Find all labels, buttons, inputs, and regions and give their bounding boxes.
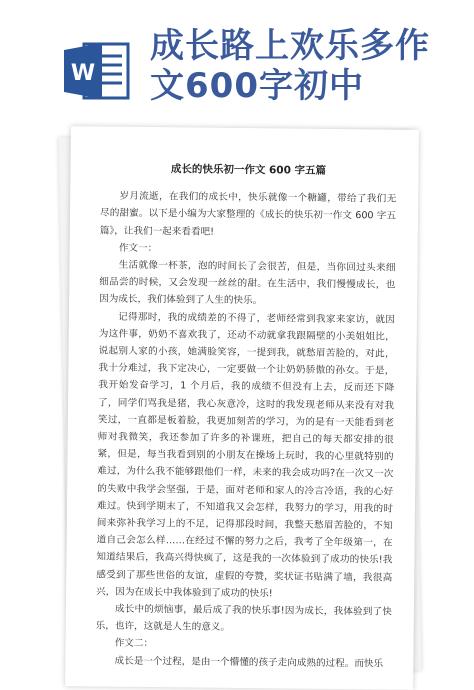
- paragraph-heading-1: 作文一：: [118, 242, 158, 254]
- paragraph: 成长是一个过程，是由一个懵懂的孩子走向成熟的过程。而快乐: [114, 655, 384, 670]
- word-document-icon: [62, 40, 132, 102]
- paragraph: 成长中的烦恼事，最后成了我的快乐事!因为成长，我体验到了快乐，也许，这就是人生的意义。: [95, 603, 392, 634]
- paragraph: 记得那时，我的成绩差的不得了，老师经常到我家来家访，就因为这件事，奶奶不喜欢我了，还动不动就拿我跟隔壁的小美姐姐比，说起别人家的小孩，她满脸笑容，一提到我，就愁眉苦脸的，对此，我十分难过，我下定决心，一定要做一个让奶奶骄傲的孙女。于是，我开始发奋学习，1 个月后，我的成绩不但没有上去，反而还下降了，同学们骂我是猪，我心灰意冷，这时的我发现老师从来没有对我笑过，一直都是板着脸，我更加刻苦的学习，为的是有一天能看到老师对我微笑，我还参加了许多的补课班，把自己的每天都安排的很紧，但是，每当我看到别的小朋友在操场上玩时，我的心里就特别的难过，为什么我不能够跟他们一样，未来的我会成功吗?在一次又一次的失败中我学会坚强，于是，面对老师和家人的冷言冷语，我的心好难过。快到学期末了，不知道我又会怎样，我努力的学习，用我的时间来弥补我学习上的不足，记得那段时间，我整天愁眉苦脸的，不知道自己会怎么样……在经过不懈的努力之后，我考了全年级第一，在知道结果后，我高兴得快疯了，这是我的一次体验到了成功的快乐!我感受到了那些世俗的友谊，虚假的夸赞，奖状证书贴满了墙，我很高兴，因为在成长中我体验到了成功的快乐!: [96, 311, 395, 600]
- word-letter: W: [70, 61, 96, 86]
- header-banner: [0, 0, 474, 120]
- paper-sheet-front: [65, 126, 419, 690]
- paragraph-heading-2: 作文二：: [114, 638, 154, 650]
- title-line-1: 成长路上欢乐多作: [150, 26, 430, 66]
- title-line-2: 文600字初中: [150, 66, 364, 106]
- paragraph: 生活就像一杯茶，泡的时间长了会很苦，但是，当你回过头来细细品尝的时候，又会发现一丝丝的甜。在生活中，我们慢慢成长，也因为成长，我们体验到了人生的快乐。: [99, 259, 396, 307]
- document-body: [95, 161, 396, 673]
- document-title: 成长的快乐初一作文 600 字五篇: [170, 163, 327, 177]
- paragraph-intro: 岁月流逝，在我们的成长中，快乐就像一个糖罐，带给了我们无尽的甜蜜。以下是小编为大家整理的《成长的快乐初一作文 600 字五篇》，让我们一起来看看吧!: [99, 190, 397, 238]
- page-title: [150, 26, 450, 106]
- document-preview: [58, 128, 420, 688]
